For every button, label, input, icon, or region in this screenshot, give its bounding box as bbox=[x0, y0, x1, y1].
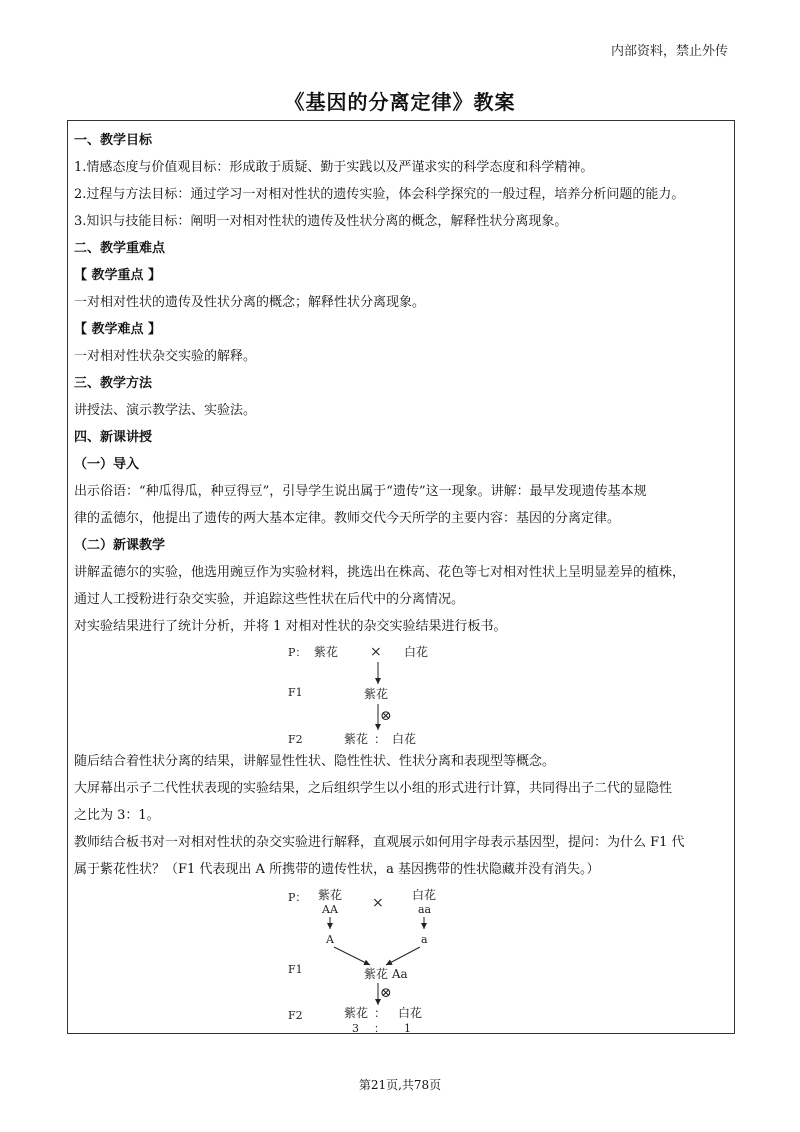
d2-colon: ： bbox=[374, 1006, 387, 1020]
d2-genotype-AA: AA bbox=[322, 903, 338, 916]
goal-3: 3.知识与技能目标：阐明一对相对性状的遗传及性状分离的概念，解释性状分离现象。 bbox=[74, 214, 568, 229]
d2-arrow-a-f1 bbox=[386, 947, 420, 965]
intro-line-1: 出示俗语：“种瓜得瓜，种豆得豆”，引导学生说出属于“遗传”这一现象。讲解：最早发现遗传基本规 bbox=[74, 484, 647, 499]
section-heading-lesson: 四、新课讲授 bbox=[74, 430, 153, 445]
d2-f1-text: 紫花 Aa bbox=[364, 967, 408, 981]
intro-heading: （一）导入 bbox=[74, 457, 140, 472]
d2-selfing: ⊗ bbox=[380, 985, 392, 1001]
cross-diagram-2 bbox=[74, 883, 726, 1035]
d2-white: 白花 bbox=[412, 888, 437, 902]
intro-line-2: 律的孟德尔，他提出了遗传的两大基本定律。教师交代今天所学的主要内容：基因的分离定律。 bbox=[74, 511, 621, 526]
after-paragraph-1: 随后结合着性状分离的结果，讲解显性性状、隐性性状、性状分离和表现型等概念。 bbox=[74, 754, 556, 769]
new-teaching-heading: （二）新课教学 bbox=[74, 538, 166, 553]
d2-p-label: P： bbox=[288, 891, 307, 904]
new-line-1: 讲解孟德尔的实验，他选用豌豆作为实验材料，挑选出在株高、花色等七对相对性状上呈明显差异的植株， bbox=[74, 565, 686, 580]
d2-purple: 紫花 bbox=[318, 888, 343, 902]
focus-text: 一对相对性状的遗传及性状分离的概念；解释性状分离现象。 bbox=[74, 295, 426, 310]
after-paragraph-2-line-2: 之比为 3：1。 bbox=[74, 808, 160, 823]
goal-1: 1.情感态度与价值观目标：形成敢于质疑、勤于实践以及严谨求实的科学态度和科学精神。 bbox=[74, 160, 594, 175]
lesson-plan-box bbox=[67, 120, 735, 1034]
difficulty-text: 一对相对性状杂交实验的解释。 bbox=[74, 349, 257, 364]
difficulty-label: 【 教学难点 】 bbox=[74, 322, 162, 337]
after-paragraph-3-line-1: 教师结合板书对一对相对性状的杂交实验进行解释，直观展示如何用字母表示基因型，提问：为什么 F1 代 bbox=[74, 835, 685, 850]
d1-white: 白花 bbox=[404, 645, 429, 659]
d2-f2-purple: 紫花 bbox=[344, 1006, 369, 1020]
page-number: 第21页,共78页 bbox=[358, 1078, 442, 1092]
goal-2: 2.过程与方法目标：通过学习一对相对性状的遗传实验，体会科学探究的一般过程，培养分析问题的能力。 bbox=[74, 187, 685, 202]
d2-gamete-A: A bbox=[326, 933, 334, 946]
after-paragraph-3-line-2: 属于紫花性状？（F1 代表现出 A 所携带的遗传性状，a 基因携带的性状隐藏并没有消失。） bbox=[74, 862, 600, 877]
d2-genotype-aa: aa bbox=[418, 903, 432, 916]
document-title: 《基因的分离定律》教案 bbox=[284, 90, 516, 114]
section-heading-goals: 一、教学目标 bbox=[74, 133, 153, 148]
d2-ratio-1: 1 bbox=[404, 1022, 411, 1035]
d1-f1-label: F1 bbox=[288, 686, 303, 699]
d1-f2-white: 白花 bbox=[392, 732, 417, 746]
d2-f2-label: F2 bbox=[288, 1009, 303, 1022]
d2-f1-label: F1 bbox=[288, 963, 303, 976]
focus-label: 【 教学重点 】 bbox=[74, 268, 162, 283]
d2-ratio-3: 3 bbox=[352, 1022, 359, 1035]
method-text: 讲授法、演示教学法、实验法。 bbox=[74, 403, 257, 418]
d2-gamete-a: a bbox=[421, 933, 428, 946]
d1-p-label: P： bbox=[288, 646, 307, 659]
new-line-3: 对实验结果进行了统计分析，并将 1 对相对性状的杂交实验结果进行板书。 bbox=[74, 619, 507, 634]
d2-f2-white: 白花 bbox=[398, 1006, 423, 1020]
d2-ratio-colon: ： bbox=[374, 1022, 385, 1035]
d1-colon: ： bbox=[374, 732, 387, 746]
d1-f2-label: F2 bbox=[288, 733, 303, 746]
d1-selfing: ⊗ bbox=[380, 708, 392, 724]
after-paragraph-2-line-1: 大屏幕出示子二代性状表现的实验结果，之后组织学生以小组的形式进行计算，共同得出子二代的显隐性 bbox=[74, 781, 673, 796]
d1-f1-purple: 紫花 bbox=[364, 687, 389, 701]
section-heading-method: 三、教学方法 bbox=[74, 376, 153, 391]
d2-cross: × bbox=[372, 895, 384, 911]
d1-f2-purple: 紫花 bbox=[344, 732, 369, 746]
confidential-notice: 内部资料，禁止外传 bbox=[610, 44, 728, 59]
cross-diagram-1 bbox=[74, 640, 726, 748]
d1-cross: × bbox=[370, 644, 382, 660]
d2-arrow-A-f1 bbox=[334, 947, 370, 965]
d1-purple: 紫花 bbox=[314, 645, 339, 659]
lesson-content bbox=[74, 127, 726, 1035]
section-heading-key-points: 二、教学重难点 bbox=[74, 241, 166, 256]
new-line-2: 通过人工授粉进行杂交实验，并追踪这些性状在后代中的分离情况。 bbox=[74, 592, 465, 607]
